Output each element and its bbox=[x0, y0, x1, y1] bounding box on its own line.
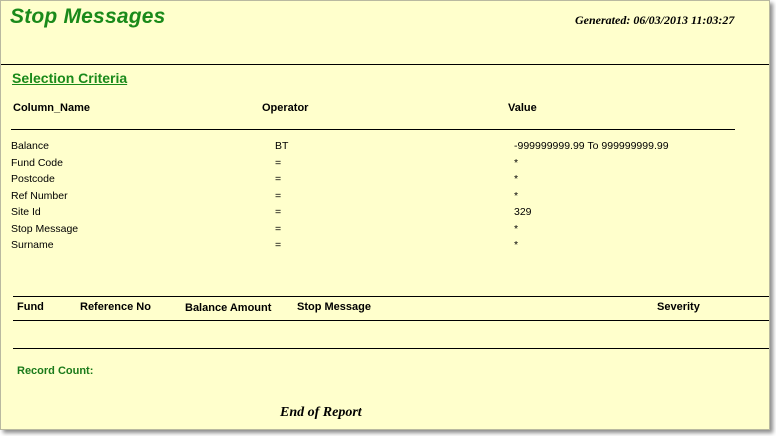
criteria-name-surname: Surname bbox=[11, 239, 54, 251]
criteria-op-site-id: = bbox=[275, 206, 282, 218]
results-bottom-divider bbox=[13, 348, 769, 349]
criteria-value-surname: * bbox=[514, 239, 519, 251]
balance-amount-header: Balance Amount bbox=[185, 302, 272, 314]
value-header: Value bbox=[508, 102, 537, 114]
criteria-value-site-id: 329 bbox=[514, 206, 532, 218]
criteria-name-fund-code: Fund Code bbox=[11, 157, 63, 169]
criteria-value-postcode: * bbox=[514, 173, 519, 185]
criteria-header-divider bbox=[11, 129, 735, 130]
title-divider bbox=[1, 64, 769, 65]
record-count-label: Record Count: bbox=[17, 365, 94, 377]
criteria-op-stop-message: = bbox=[275, 223, 282, 235]
results-top-divider bbox=[13, 296, 769, 297]
operator-header: Operator bbox=[262, 102, 309, 114]
selection-criteria-heading: Selection Criteria bbox=[12, 70, 128, 86]
generated-timestamp: Generated: 06/03/2013 11:03:27 bbox=[575, 13, 735, 27]
criteria-name-postcode: Postcode bbox=[11, 173, 55, 185]
stop-message-header: Stop Message bbox=[297, 301, 371, 313]
criteria-op-ref-number: = bbox=[275, 190, 282, 202]
criteria-value-fund-code: * bbox=[514, 157, 519, 169]
fund-header: Fund bbox=[17, 301, 44, 313]
column-name-header: Column_Name bbox=[13, 102, 91, 114]
criteria-value-ref-number: * bbox=[514, 190, 519, 202]
criteria-name-balance: Balance bbox=[11, 140, 49, 152]
criteria-name-stop-message: Stop Message bbox=[11, 223, 79, 235]
results-header-divider bbox=[13, 320, 769, 321]
criteria-op-surname: = bbox=[275, 239, 282, 251]
criteria-name-ref-number: Ref Number bbox=[11, 190, 68, 202]
reference-no-header: Reference No bbox=[80, 301, 151, 313]
report-title: Stop Messages bbox=[10, 5, 166, 28]
severity-header: Severity bbox=[657, 301, 700, 313]
criteria-op-postcode: = bbox=[275, 173, 282, 185]
criteria-name-site-id: Site Id bbox=[11, 206, 41, 218]
criteria-value-stop-message: * bbox=[514, 223, 519, 235]
criteria-value-balance: -999999999.99 To 999999999.99 bbox=[514, 140, 669, 152]
end-of-report: End of Report bbox=[280, 405, 362, 420]
criteria-op-balance: BT bbox=[275, 140, 289, 152]
criteria-op-fund-code: = bbox=[275, 157, 282, 169]
